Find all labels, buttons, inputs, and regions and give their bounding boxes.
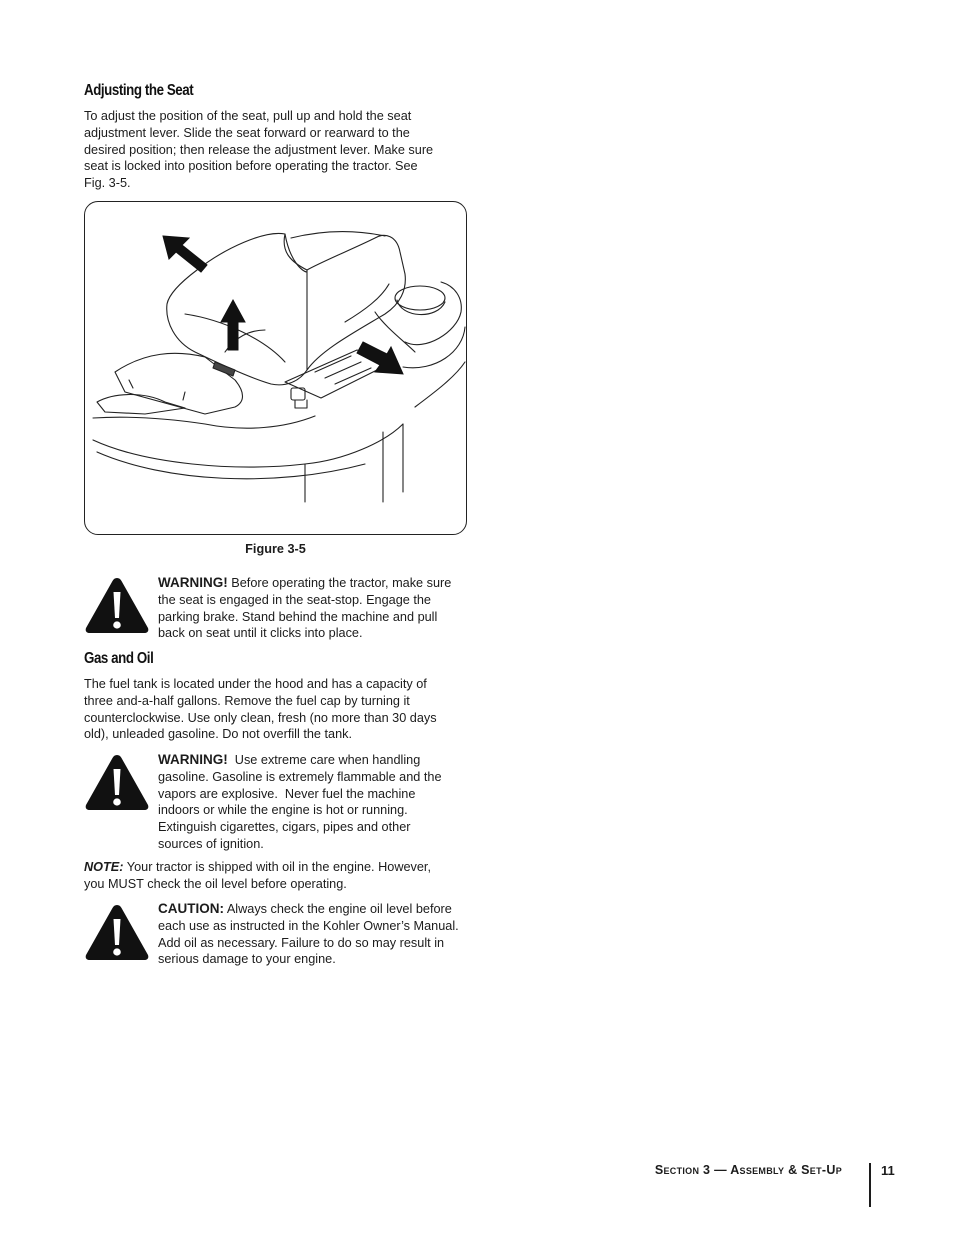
caution-label: CAUTION: — [158, 901, 224, 916]
warning-triangle-icon — [84, 753, 150, 811]
warning-seat-stop — [158, 575, 470, 642]
section-body-adjusting-seat — [84, 108, 464, 192]
warning-triangle-icon — [84, 903, 150, 961]
body-line: three and-a-half gallons. Remove the fuel cap by turning it — [84, 693, 410, 708]
warning-label: WARNING! — [158, 752, 228, 767]
notice-line: serious damage to your engine. — [158, 952, 336, 967]
notice-text: Use extreme care when handling — [227, 753, 421, 767]
note-oil — [84, 859, 484, 893]
note-label: NOTE: — [84, 860, 124, 874]
notice-line: indoors or while the engine is hot or running. — [158, 803, 408, 818]
body-line: desired position; then release the adjustment lever. Make sure — [84, 142, 434, 157]
warning-gasoline — [158, 752, 470, 853]
warning-triangle-icon — [84, 576, 150, 634]
warning-label: WARNING! — [158, 575, 228, 590]
figure-caption: Figure 3-5 — [245, 542, 306, 556]
notice-line: each use as instructed in the Kohler Owner’s Manual. — [158, 918, 459, 933]
caution-engine-oil — [158, 901, 470, 968]
notice-text: Before operating the tractor, make sure — [227, 576, 452, 590]
footer-divider — [869, 1163, 871, 1207]
notice-line: vapors are explosive. Never fuel the machine — [158, 786, 416, 801]
note-line: you MUST check the oil level before operating. — [84, 876, 347, 891]
note-line — [84, 859, 484, 876]
body-line: counterclockwise. Use only clean, fresh (no more than 30 days — [84, 710, 437, 725]
body-line: Fig. 3-5. — [84, 176, 131, 191]
section-heading-adjusting-seat: Adjusting the Seat — [84, 82, 194, 99]
notice-line: back on seat until it clicks into place. — [158, 626, 363, 641]
footer-section-label: Section 3 — Assembly & Set-Up — [654, 1163, 842, 1177]
notice-line: Add oil as necessary. Failure to do so may result in — [158, 935, 445, 950]
seat-adjustment-illustration — [85, 202, 467, 535]
notice-line — [158, 752, 470, 769]
notice-line: Extinguish cigarettes, cigars, pipes and other — [158, 820, 411, 835]
notice-line: gasoline. Gasoline is extremely flammable and the — [158, 769, 442, 784]
body-line: seat is locked into position before operating the tractor. See — [84, 159, 418, 174]
section-body-gas-and-oil — [84, 676, 464, 743]
body-line: The fuel tank is located under the hood and has a capacity of — [84, 677, 427, 691]
notice-text: Always check the engine oil level before — [224, 902, 452, 916]
body-line: adjustment lever. Slide the seat forward or rearward to the — [84, 125, 410, 140]
notice-line: the seat is engaged in the seat-stop. Engage the — [158, 592, 431, 607]
notice-line: parking brake. Stand behind the machine and pull — [158, 609, 438, 624]
page-number: 11 — [881, 1163, 895, 1178]
notice-line: sources of ignition. — [158, 836, 264, 851]
notice-line — [158, 575, 470, 592]
figure-frame — [84, 201, 467, 535]
body-line: old), unleaded gasoline. Do not overfill the tank. — [84, 727, 353, 742]
note-text: Your tractor is shipped with oil in the engine. However, — [123, 860, 431, 874]
notice-line — [158, 901, 470, 918]
section-heading-gas-and-oil: Gas and Oil — [84, 650, 154, 667]
body-line: To adjust the position of the seat, pull up and hold the seat — [84, 109, 412, 123]
